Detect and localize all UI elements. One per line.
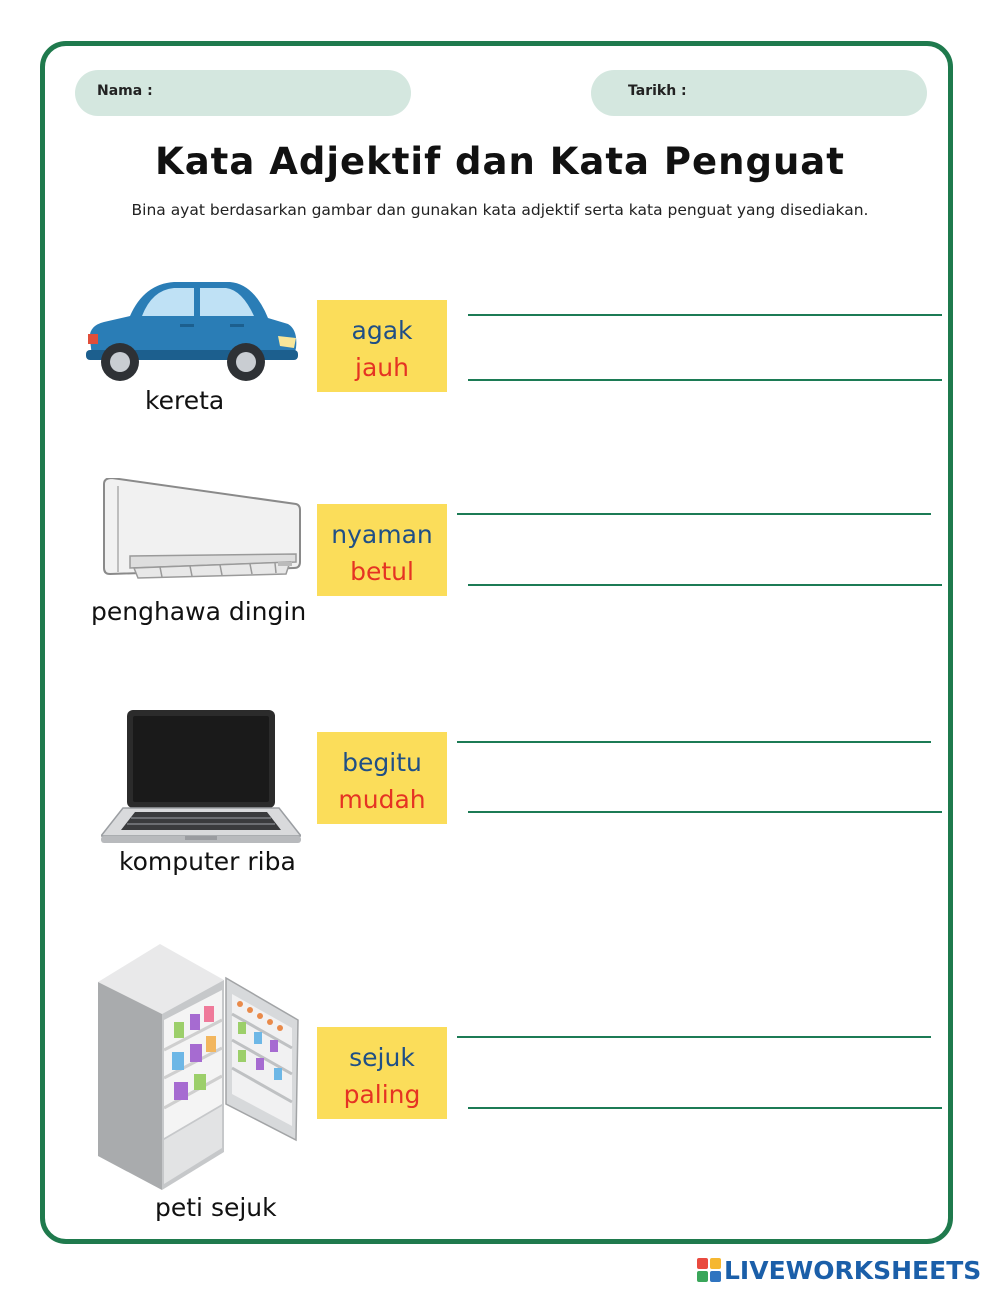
intensifier-word: jauh	[355, 353, 409, 382]
answer-line[interactable]	[468, 584, 942, 586]
intensifier-word: mudah	[338, 785, 426, 814]
liveworksheets-brand	[697, 1256, 981, 1285]
item-label-penghawa-dingin: penghawa dingin	[91, 597, 307, 626]
item-label-kereta: kereta	[145, 386, 225, 415]
answer-line[interactable]	[468, 811, 942, 813]
car-icon	[82, 278, 300, 386]
name-label: Nama :	[97, 83, 153, 99]
name-field[interactable]	[75, 70, 411, 116]
word-box-3	[317, 732, 447, 824]
answer-line[interactable]	[457, 741, 931, 743]
intensifier-word: paling	[343, 1080, 421, 1109]
answer-line[interactable]	[457, 513, 931, 515]
word-box-1	[317, 300, 447, 392]
word-box-2	[317, 504, 447, 596]
worksheet-title: Kata Adjektif dan Kata Penguat	[155, 140, 845, 183]
answer-line[interactable]	[468, 1107, 942, 1109]
air-conditioner-icon	[100, 478, 302, 580]
answer-line[interactable]	[457, 1036, 931, 1038]
laptop-icon	[101, 708, 301, 846]
refrigerator-icon	[98, 944, 302, 1192]
instruction-text: Bina ayat berdasarkan gambar dan gunakan kata adjektif serta kata penguat yang disediakan.	[131, 201, 869, 219]
brand-text: LIVEWORKSHEETS	[724, 1256, 982, 1285]
word-box-4	[317, 1027, 447, 1119]
item-label-peti-sejuk: peti sejuk	[155, 1193, 277, 1222]
intensifier-word: betul	[350, 557, 414, 586]
adjective-word: begitu	[342, 748, 422, 777]
adjective-word: sejuk	[349, 1043, 415, 1072]
date-field[interactable]	[591, 70, 927, 116]
answer-line[interactable]	[468, 379, 942, 381]
date-label: Tarikh :	[628, 83, 687, 99]
adjective-word: agak	[351, 316, 413, 345]
liveworksheets-logo-icon	[697, 1258, 721, 1282]
answer-line[interactable]	[468, 314, 942, 316]
item-label-komputer-riba: komputer riba	[119, 847, 296, 876]
adjective-word: nyaman	[331, 520, 433, 549]
